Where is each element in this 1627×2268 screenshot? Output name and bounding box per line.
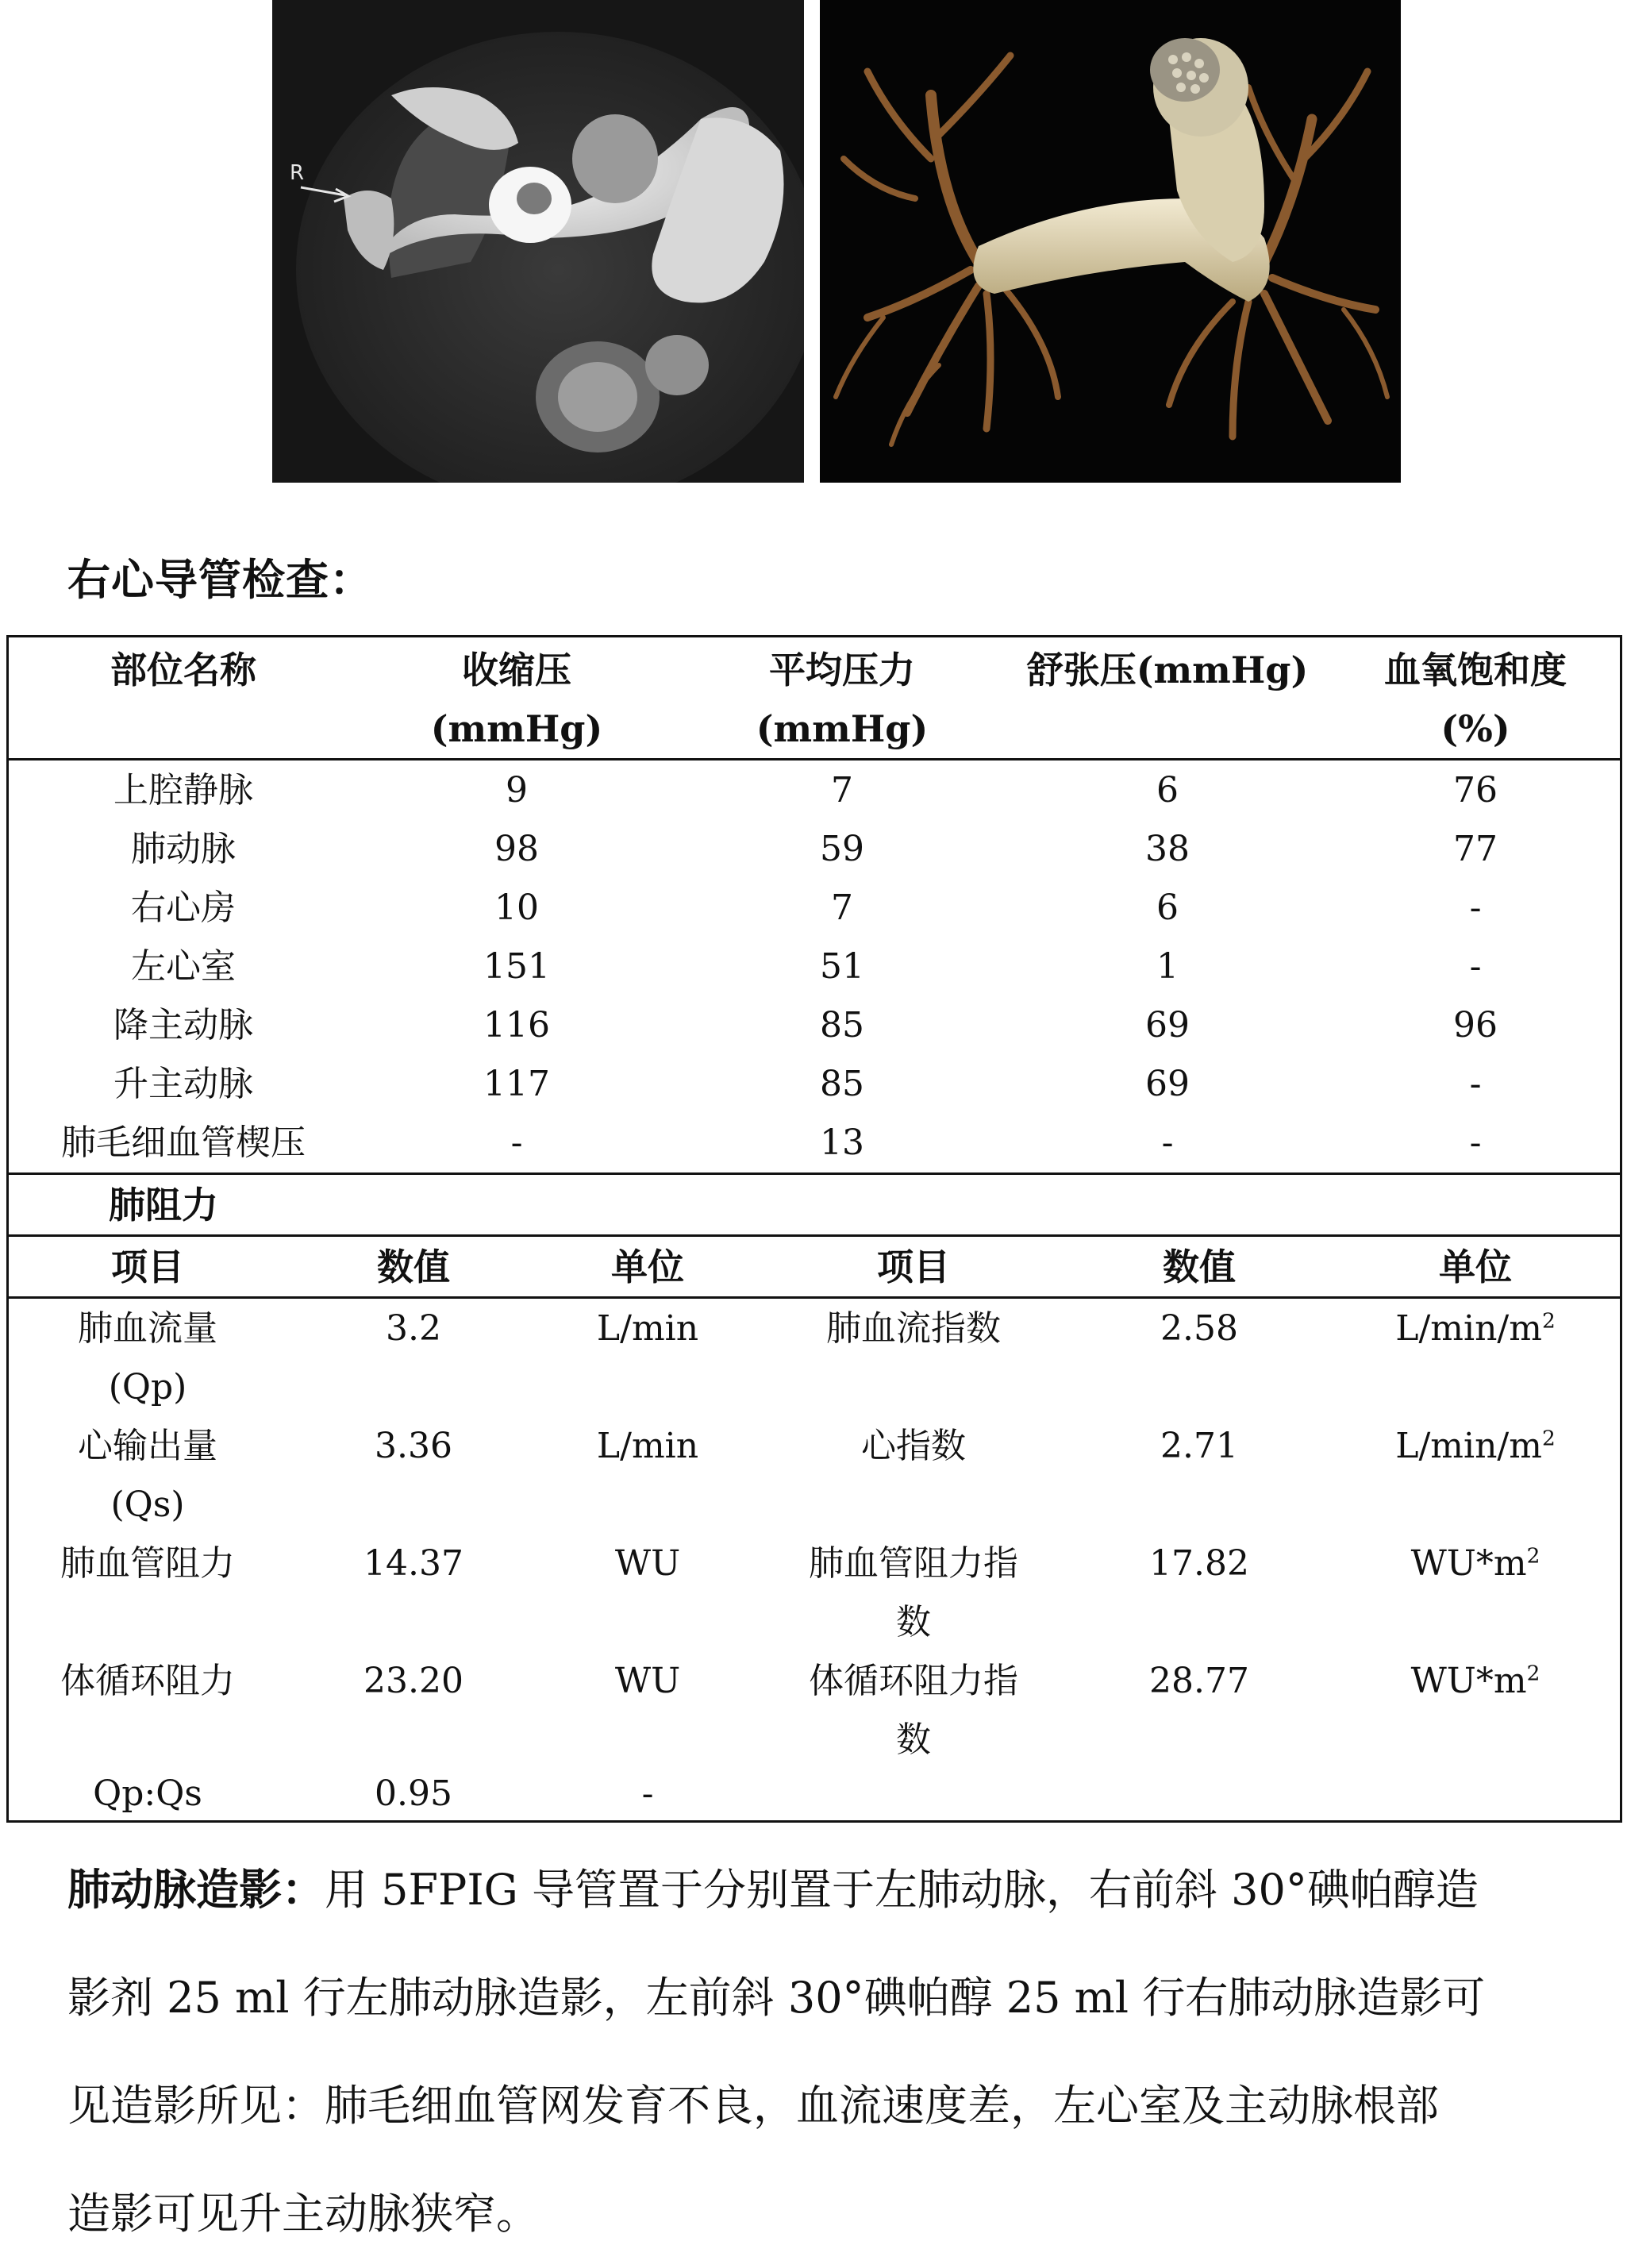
value-cell: 23.20 — [363, 1661, 463, 1701]
item-cell-line2: (Qp) — [108, 1367, 187, 1407]
angiography-text: 用 5FPIG 导管置于分别置于左肺动脉，右前斜 30°碘帕醇造 — [325, 1865, 1479, 1915]
header-mean-unit: (mmHg) — [756, 707, 929, 750]
right-heart-catheterization-table — [6, 635, 1622, 1823]
unit2-text: WU*m — [1410, 1543, 1527, 1584]
table-row — [9, 1055, 1620, 1114]
saturation-cell: 96 — [1453, 1005, 1498, 1045]
header-unit-2: 单位 — [1439, 1246, 1512, 1288]
angiography-line-3: 见造影所见：肺毛细血管网发育不良，血流速度差，左心室及主动脉根部 — [67, 2081, 1439, 2131]
table-row — [9, 1417, 1620, 1534]
header-saturation-unit: (%) — [1440, 707, 1510, 750]
saturation-cell: 76 — [1453, 770, 1498, 811]
mean-cell: 7 — [831, 770, 853, 811]
item-cell: 肺血管阻力 — [60, 1543, 235, 1584]
value-cell: 0.95 — [375, 1773, 452, 1814]
item-cell: 体循环阻力 — [60, 1661, 235, 1701]
header-systolic: 收缩压 — [462, 649, 571, 691]
value2-cell: 2.71 — [1160, 1426, 1238, 1466]
divider — [9, 1234, 1620, 1237]
value2-cell: 2.58 — [1160, 1308, 1238, 1349]
systolic-cell: 98 — [494, 829, 539, 869]
diastolic-cell: 1 — [1156, 946, 1179, 987]
item2-cell-line2: 数 — [896, 1719, 931, 1760]
diastolic-cell: 69 — [1145, 1005, 1190, 1045]
unit2-text: L/min/m — [1395, 1426, 1542, 1466]
header-value: 数值 — [377, 1246, 450, 1288]
mean-cell: 85 — [820, 1005, 864, 1045]
item2-cell: 肺血流指数 — [826, 1308, 1001, 1349]
mean-cell: 85 — [820, 1064, 864, 1104]
systolic-cell: 9 — [506, 770, 528, 811]
unit-cell: - — [641, 1773, 654, 1814]
unit2-superscript: 2 — [1526, 1543, 1540, 1569]
angiography-line-2: 影剂 25 ml 行左肺动脉造影，左前斜 30°碘帕醇 25 ml 行右肺动脉造影可 — [67, 1973, 1486, 2023]
header-item: 项目 — [111, 1246, 184, 1288]
ct-axial-slice-icon — [272, 0, 804, 483]
diastolic-cell: 69 — [1145, 1064, 1190, 1104]
volume-render-image — [820, 0, 1401, 483]
table-row — [9, 1300, 1620, 1417]
unit2-cell — [1326, 1534, 1625, 1593]
item-cell: 肺血流量 — [78, 1308, 217, 1349]
value2-cell: 17.82 — [1149, 1543, 1249, 1584]
item2-cell: 心指数 — [861, 1426, 966, 1466]
resistance-header-row — [9, 1238, 1620, 1296]
divider — [9, 1296, 1620, 1299]
site-cell: 上腔静脉 — [113, 770, 253, 811]
ct-orientation-label: R — [290, 161, 305, 185]
angiography-line-4: 造影可见升主动脉狭窄。 — [67, 2189, 539, 2239]
unit2-superscript: 2 — [1526, 1661, 1540, 1686]
item2-cell: 肺血管阻力指 — [809, 1543, 1018, 1584]
angiography-lead: 肺动脉造影： — [67, 1864, 325, 1915]
diastolic-cell: 6 — [1156, 770, 1179, 811]
value-cell: 3.36 — [375, 1426, 452, 1466]
unit2-cell — [1326, 1652, 1625, 1711]
item2-cell-line2: 数 — [896, 1602, 931, 1642]
header-saturation: 血氧饱和度 — [1384, 649, 1567, 691]
site-cell: 升主动脉 — [113, 1064, 253, 1104]
unit2-cell — [1326, 1300, 1625, 1358]
mean-cell: 51 — [820, 946, 864, 987]
unit2-cell — [1326, 1417, 1625, 1476]
mean-cell: 7 — [831, 888, 853, 928]
pulmonary-artery-3d-reconstruction-icon — [820, 0, 1401, 483]
divider — [9, 758, 1620, 760]
header-item-2: 项目 — [877, 1246, 950, 1288]
saturation-cell: 77 — [1453, 829, 1498, 869]
value-cell: 14.37 — [363, 1543, 463, 1584]
item2-cell: 体循环阻力指 — [809, 1661, 1018, 1701]
item-cell: Qp:Qs — [93, 1773, 202, 1814]
header-unit: 单位 — [611, 1246, 684, 1288]
unit-cell: L/min — [596, 1308, 699, 1349]
site-cell: 肺毛细血管楔压 — [61, 1122, 306, 1163]
unit2-superscript: 2 — [1541, 1426, 1556, 1451]
table-row — [9, 879, 1620, 938]
unit-cell: L/min — [596, 1426, 699, 1466]
table-row — [9, 1652, 1620, 1769]
unit2-text: L/min/m — [1395, 1308, 1542, 1349]
saturation-cell: - — [1469, 1122, 1482, 1163]
diastolic-cell: 38 — [1145, 829, 1190, 869]
table-row — [9, 1765, 1620, 1823]
systolic-cell: 117 — [483, 1064, 550, 1104]
header-value-2: 数值 — [1163, 1246, 1236, 1288]
table-row — [9, 1114, 1620, 1173]
resistance-title-row — [9, 1176, 1620, 1234]
resistance-title: 肺阻力 — [109, 1184, 218, 1226]
site-cell: 左心室 — [131, 946, 236, 987]
diastolic-cell: - — [1161, 1122, 1174, 1163]
mean-cell: 13 — [820, 1122, 864, 1163]
systolic-cell: 151 — [483, 946, 550, 987]
hemodynamics-header-row — [9, 637, 1620, 757]
systolic-cell: 10 — [494, 888, 539, 928]
mean-cell: 59 — [820, 829, 864, 869]
systolic-cell: - — [510, 1122, 523, 1163]
angiography-paragraph — [67, 1835, 1599, 2268]
header-mean: 平均压力 — [769, 649, 915, 691]
item-cell-line2: (Qs) — [110, 1484, 185, 1525]
table-row — [9, 1534, 1620, 1652]
table-row — [9, 761, 1620, 820]
site-cell: 肺动脉 — [131, 829, 236, 869]
ct-scan-image — [272, 0, 804, 483]
value2-cell: 28.77 — [1149, 1661, 1249, 1701]
site-cell: 右心房 — [131, 888, 236, 928]
angiography-line-1 — [67, 1835, 1599, 1944]
item-cell: 心输出量 — [78, 1426, 217, 1466]
section-title: 右心导管检查： — [67, 554, 373, 605]
value-cell: 3.2 — [386, 1308, 441, 1349]
diastolic-cell: 6 — [1156, 888, 1179, 928]
site-cell: 降主动脉 — [113, 1005, 253, 1045]
saturation-cell: - — [1469, 1064, 1482, 1104]
figure-row — [272, 0, 1401, 484]
saturation-cell: - — [1469, 888, 1482, 928]
header-site: 部位名称 — [110, 649, 256, 691]
saturation-cell: - — [1469, 946, 1482, 987]
divider — [9, 1173, 1620, 1175]
unit-cell: WU — [614, 1543, 681, 1584]
unit2-text: WU*m — [1410, 1661, 1527, 1701]
header-systolic-unit: (mmHg) — [430, 707, 603, 750]
table-row — [9, 938, 1620, 996]
unit-cell: WU — [614, 1661, 681, 1701]
table-row — [9, 820, 1620, 879]
header-diastolic: 舒张压(mmHg) — [1026, 649, 1309, 691]
systolic-cell: 116 — [483, 1005, 550, 1045]
unit2-superscript: 2 — [1541, 1308, 1556, 1334]
table-row — [9, 996, 1620, 1055]
